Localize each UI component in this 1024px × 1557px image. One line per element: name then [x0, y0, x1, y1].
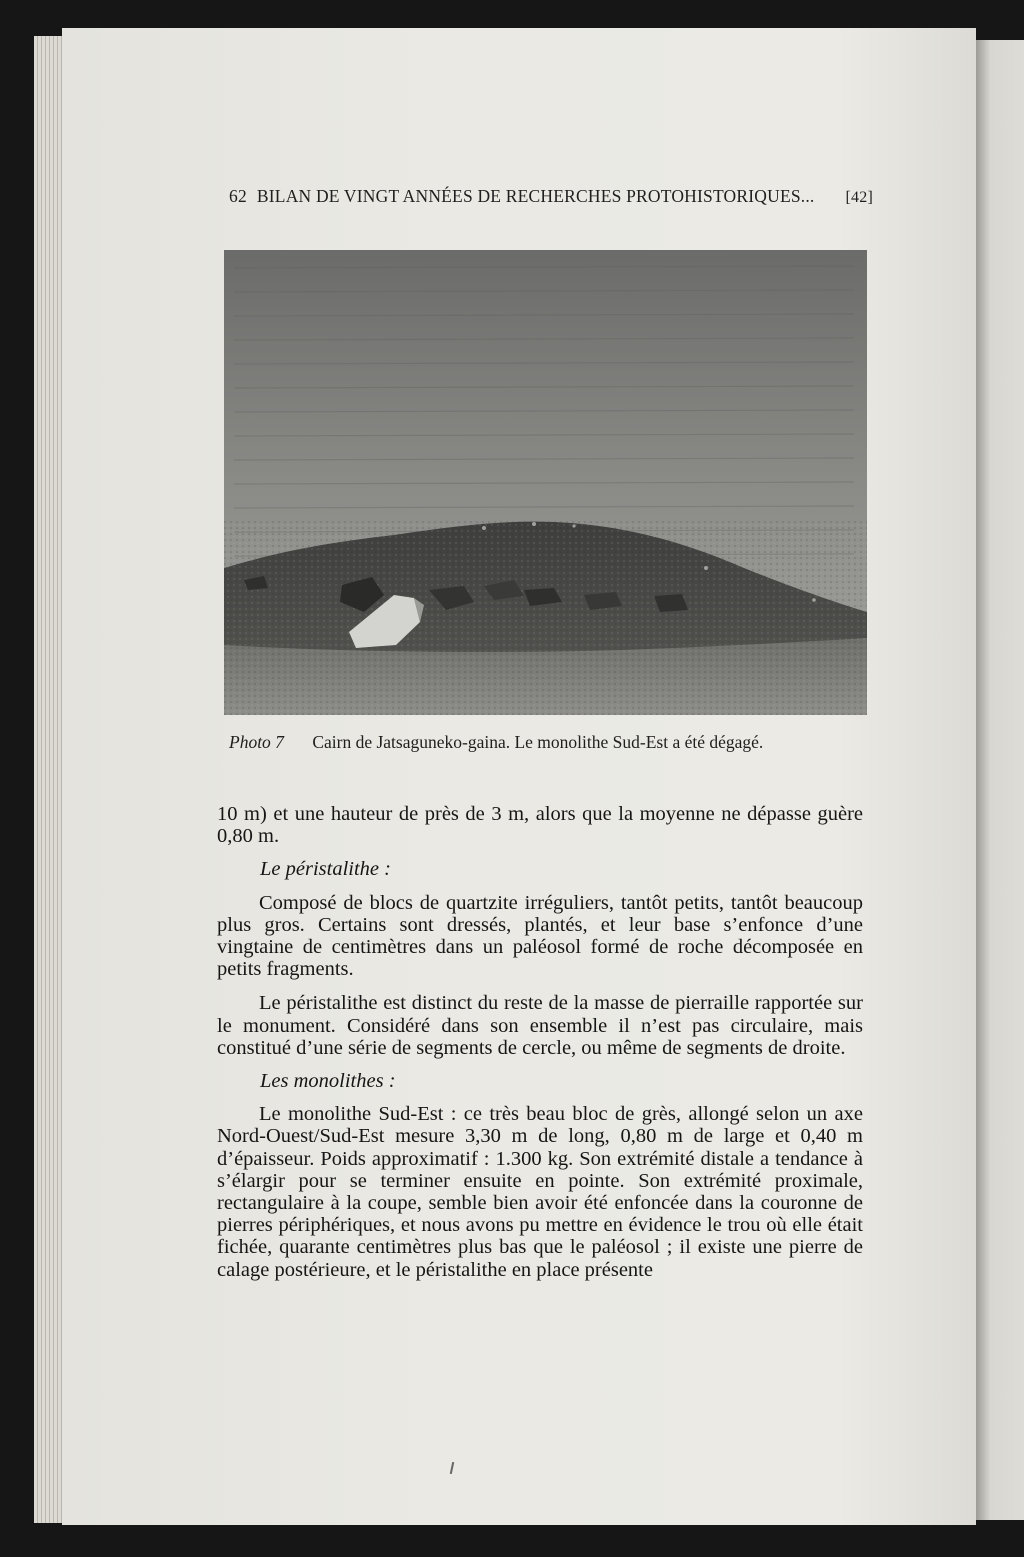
body-text — [217, 803, 863, 1281]
paragraph-3: Le péristalithe est distinct du reste de la masse de pierraille rapportée sur le monument. Considéré dans son ensemble il n’est pas circulaire, mais constitué d’une série de segments de cercle, ou même de segments de droite. — [217, 992, 863, 1059]
running-title: BILAN DE VINGT ANNÉES DE RECHERCHES PROTOHISTORIQUES... — [256, 186, 815, 206]
page-number: 62 — [229, 186, 247, 206]
paragraph-1: 10 m) et une hauteur de près de 3 m, alors que la moyenne ne dépasse guère 0,80 m. — [217, 803, 863, 848]
paragraph-4: Le monolithe Sud-Est : ce très beau bloc de grès, allongé selon un axe Nord-Ouest/Sud-Est mesure 3,30 m de long, 0,80 m de large et 0,40 m d’épaisseur. Poids approximatif : 1.300 kg. Son extrémité distale a tendance à s’élargir pour se terminer ensuite en pointe. Son extrémité proximale, rectangulaire à la coupe, semble bien avoir été enfoncée dans la couronne de pierres périphériques, et nous avons pu mettre en évidence le trou où elle était fichée, quarante centimètres plus bas que le paléosol ; il existe une pierre de calage postérieure, et le péristalithe en place présente — [217, 1103, 863, 1281]
figure-label: Photo 7 — [229, 732, 284, 752]
figure-caption — [229, 732, 869, 753]
photo-cairn — [224, 250, 867, 715]
subheading-monolithes: Les monolithes : — [260, 1070, 396, 1093]
photo-cairn-icon — [224, 250, 867, 715]
bracket-folio: [42] — [845, 189, 873, 206]
paragraph-2: Composé de blocs de quartzite irréguliers, tantôt petits, tantôt beaucoup plus gros. Certains sont dressés, plantés, et leur base s’enfonce d’une vingtaine de centimètres dans un paléosol formé de roche décomposée en petits fragments. — [217, 891, 863, 981]
figure-caption-text: Cairn de Jatsaguneko-gaina. Le monolithe Sud-Est a été dégagé. — [312, 732, 764, 752]
subheading-peristalithe: Le péristalithe : — [260, 858, 391, 881]
facing-page-edge — [976, 40, 1024, 1520]
running-head — [229, 186, 873, 207]
